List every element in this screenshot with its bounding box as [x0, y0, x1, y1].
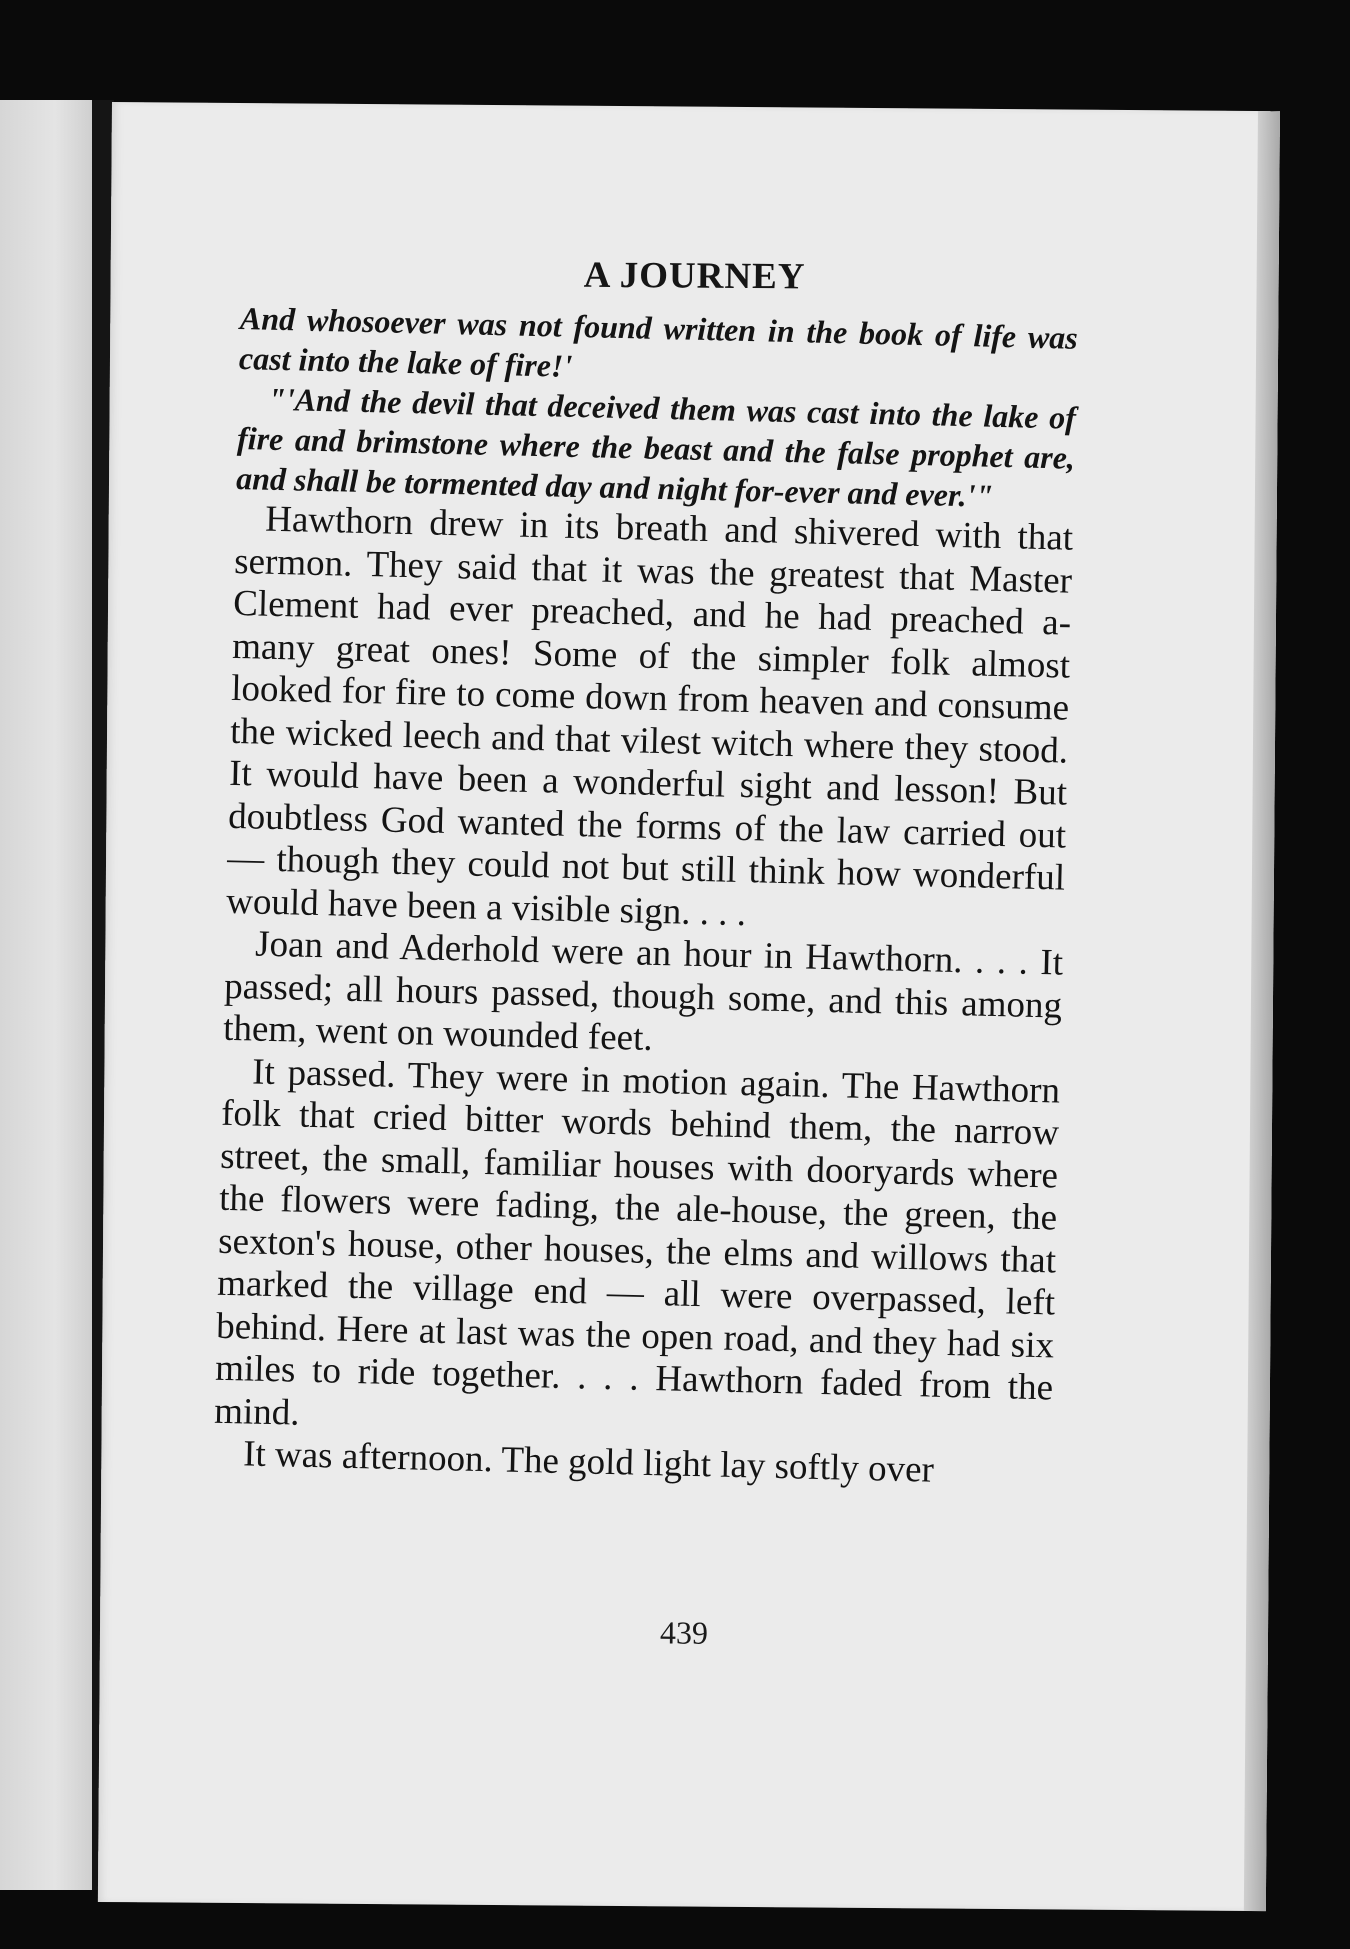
paragraph-afternoon: It was afternoon. The gold light lay softly over	[242, 1433, 935, 1491]
paragraph-departure: It passed. They were in motion again. The Hawthorn folk that cried bitter words behind them, the narrow street, the small, familiar houses with dooryards where the flowers were fading, the ale-house, the green, the sexton's house, other houses, the elms and willows that marked the village end — all were overpassed, left behind. Here at last was the open road, and they had six miles to ride together. . . . Hawthorn faded from the mind.	[213, 1051, 1061, 1434]
paragraph-sermon: Hawthorn drew in its breath and shivered with that sermon. They said that it was the greatest that Master Clement had ever preached, and he had preached a-many great ones! Some of the simpler folk almost looked for fire to come down from heaven and consume the wicked leech and that vilest witch where they stood. It would have been a wonderful sight and lesson! But doubtless God wanted the forms of the law carried out — though they could not but still think how wonderful would have been a visible sign. . . .	[225, 498, 1074, 934]
book-page	[98, 102, 1280, 1911]
page-number: 439	[659, 1614, 709, 1651]
scripture-quote-2: "'And the devil that deceived them was cast into the lake of fire and brimstone where the beast and the false prophet are, and shall be tormented day and night for-ever and ever.'"	[235, 380, 1077, 514]
paragraph-hour: Joan and Aderhold were an hour in Hawthorn. . . . It passed; all hours passed, though some, and this among them, went on wounded feet.	[222, 923, 1064, 1059]
scripture-quote-1: And whosoever was not found written in the book of life was cast into the lake of fire!'	[238, 300, 1079, 384]
left-page-edge	[0, 100, 92, 1890]
body-text	[213, 298, 1079, 1495]
running-head: A JOURNEY	[583, 254, 806, 298]
